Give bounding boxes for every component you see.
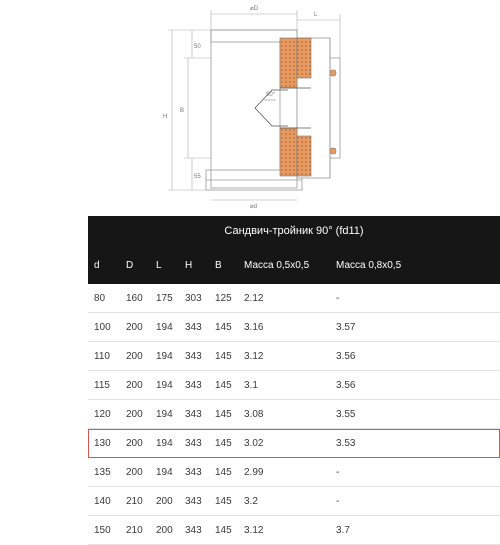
- dim-L-label: L: [314, 12, 318, 18]
- table-cell: 343: [185, 495, 202, 507]
- table-cell: 200: [126, 321, 143, 333]
- table-cell: 145: [215, 495, 232, 507]
- table-cell: -: [336, 292, 340, 304]
- table-cell: 145: [215, 408, 232, 420]
- table-cell: 145: [215, 524, 232, 536]
- table-cell: 135: [94, 466, 111, 478]
- table-body: [88, 284, 500, 545]
- table-cell: 200: [156, 524, 173, 536]
- table-cell: 3.12: [244, 524, 264, 536]
- col-header-H: H: [185, 259, 193, 271]
- table-cell: 3.1: [244, 379, 258, 391]
- table-cell: 194: [156, 379, 173, 391]
- table-row: [88, 371, 500, 400]
- table-cell: 130: [94, 437, 111, 449]
- table-cell: 194: [156, 350, 173, 362]
- table-cell: 175: [156, 292, 173, 304]
- insulation-bottom: [280, 128, 297, 176]
- dim-bottom-offset: 55: [194, 174, 201, 180]
- table-cell: 343: [185, 437, 202, 449]
- dim-D-label: ⌀D: [250, 6, 258, 12]
- table-cell: 210: [126, 495, 143, 507]
- table-cell: 125: [215, 292, 232, 304]
- table-cell: 145: [215, 321, 232, 333]
- table-title: Сандвич-тройник 90° (fd11): [88, 216, 500, 246]
- table-cell: -: [336, 466, 340, 478]
- table-cell: 110: [94, 350, 110, 362]
- table-cell: 3.57: [336, 321, 356, 333]
- table-row: [88, 516, 500, 545]
- table-cell: 200: [156, 495, 173, 507]
- table-cell: 2.12: [244, 292, 264, 304]
- table-row: [88, 458, 500, 487]
- col-header-mass-05: Масса 0,5х0,5: [244, 259, 310, 271]
- table-cell: 194: [156, 466, 173, 478]
- table-cell: 343: [185, 379, 202, 391]
- table-cell: 200: [126, 437, 143, 449]
- table-cell: 145: [215, 466, 232, 478]
- table-cell: 343: [185, 408, 202, 420]
- table-row: [88, 487, 500, 516]
- table-cell: 145: [215, 437, 232, 449]
- table-cell: 80: [94, 292, 106, 304]
- table-cell: 3.2: [244, 495, 258, 507]
- table-cell: 3.55: [336, 408, 356, 420]
- table-row: [88, 429, 500, 458]
- table-cell: 200: [126, 466, 143, 478]
- table-cell: 115: [94, 379, 110, 391]
- table-cell: 120: [94, 408, 111, 420]
- technical-drawing: [0, 0, 500, 212]
- table-cell: 343: [185, 321, 202, 333]
- table-cell: 100: [94, 321, 111, 333]
- table-cell: 303: [185, 292, 202, 304]
- table-cell: 3.56: [336, 350, 356, 362]
- dim-B-label: B: [180, 108, 185, 114]
- col-header-d: d: [94, 259, 100, 271]
- table-cell: 343: [185, 350, 202, 362]
- table-cell: 145: [215, 379, 232, 391]
- col-header-D: D: [126, 259, 134, 271]
- table-cell: 343: [185, 524, 202, 536]
- table-cell: 3.16: [244, 321, 264, 333]
- col-header-B: B: [215, 259, 222, 271]
- dim-angle-label: 90°: [266, 92, 276, 98]
- table-row: [88, 313, 500, 342]
- table-header-row: [88, 246, 500, 284]
- table-cell: 150: [94, 524, 111, 536]
- table-cell: 3.7: [336, 524, 350, 536]
- table-cell: 200: [126, 350, 143, 362]
- table-cell: 140: [94, 495, 111, 507]
- table-cell: 3.02: [244, 437, 264, 449]
- table-cell: 194: [156, 408, 173, 420]
- dim-top-offset: 50: [194, 44, 201, 50]
- spec-table: [88, 216, 500, 545]
- table-cell: 3.12: [244, 350, 264, 362]
- table-cell: 145: [215, 350, 232, 362]
- table-cell: -: [336, 495, 340, 507]
- table-cell: 343: [185, 466, 202, 478]
- table-row: [88, 400, 500, 429]
- col-header-mass-08: Масса 0,8х0,5: [336, 259, 402, 271]
- dim-H-label: H: [163, 114, 168, 120]
- table-cell: 3.53: [336, 437, 356, 449]
- table-row: [88, 284, 500, 313]
- table-cell: 200: [126, 408, 143, 420]
- table-cell: 3.08: [244, 408, 264, 420]
- table-cell: 3.56: [336, 379, 356, 391]
- table-cell: 160: [126, 292, 143, 304]
- table-cell: 200: [126, 379, 143, 391]
- insulation-top: [280, 38, 297, 88]
- col-header-L: L: [156, 259, 162, 271]
- table-row: [88, 342, 500, 371]
- table-cell: 194: [156, 437, 173, 449]
- dim-d-label: ⌀d: [250, 204, 257, 210]
- table-cell: 210: [126, 524, 143, 536]
- table-cell: 2.99: [244, 466, 264, 478]
- table-cell: 194: [156, 321, 173, 333]
